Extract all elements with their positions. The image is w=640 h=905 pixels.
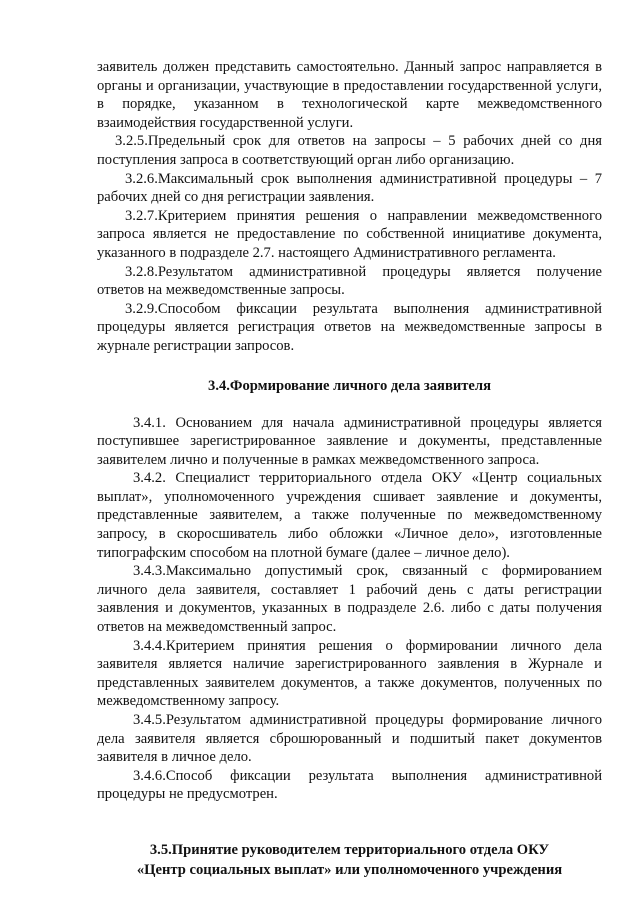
paragraph-3-2-5: 3.2.5.Предельный срок для ответов на запросы – 5 рабочих дней со дня поступления запроса в соответствующий орган либо организацию. (97, 133, 602, 168)
paragraph-3-4-4: 3.4.4.Критерием принятия решения о формировании личного дела заявителя является наличие зарегистрированного заявления в Журнале и представленных заявителем документов, а также документов, полученных по межведомственному запросу. (97, 637, 602, 710)
paragraph-3-2-6: 3.2.6.Максимальный срок выполнения административной процедуры – 7 рабочих дней со дня регистрации заявления. (97, 170, 602, 206)
paragraph-3-4-1: 3.4.1. Основанием для начала административной процедуры является поступившее зарегистрированное заявление и документы, представленные заявителем лично и полученные в рамках межведомственного запроса. (97, 414, 602, 468)
section-heading-3-4: 3.4.Формирование личного дела заявителя (208, 377, 491, 394)
paragraph-3-2-9: 3.2.9.Способом фиксации результата выполнения административной процедуры является регистрация ответов на межведомственные запросы в журнале регистрации запросов. (97, 300, 602, 354)
paragraph-3-2-7: 3.2.7.Критерием принятия решения о направлении межведомственного запроса является не предоставление по собственной инициативе документа, указанного в подразделе 2.7. настоящего Административного регламента. (97, 207, 602, 261)
paragraph-3-4-3: 3.4.3.Максимально допустимый срок, связанный с формированием личного дела заявителя, составляет 1 рабочий день с даты регистрации заявления и документов, указанных в подразделе 2.6. либо с даты получения ответов на межведомственный запрос. (97, 563, 602, 636)
paragraph-3-4-6: 3.4.6.Способ фиксации результата выполнения административной процедуры не предусмотрен. (97, 767, 602, 803)
section-heading-3-5-line1: 3.5.Принятие руководителем территориального отдела ОКУ (149, 841, 550, 858)
paragraph-intro: заявитель должен представить самостоятельно. Данный запрос направляется в органы и организации, участвующие в предоставлении государственной услуги, в порядке, указанном в технологической карте межведомственного взаимодействия государственной услуги. (97, 59, 602, 131)
paragraph-3-2-8: 3.2.8.Результатом административной процедуры является получение ответов на межведомственные запросы. (97, 263, 602, 299)
paragraph-3-4-5: 3.4.5.Результатом административной процедуры формирование личного дела заявителя является сброшюрованный и подшитый пакет документов заявителя в личное дело. (97, 712, 602, 766)
paragraph-3-4-2: 3.4.2. Специалист территориального отдела ОКУ «Центр социальных выплат», уполномоченного учреждения сшивает заявление и документы, представленные заявителем, а также полученные по межведомственному запросу, в скоросшиватель либо обложки «Личное дело», изготовленные типографским способом на плотной бумаге (далее – личное дело). (97, 470, 602, 561)
document-page (97, 58, 602, 880)
section-heading-3-5-line2: «Центр социальных выплат» или уполномоченного учреждения (136, 861, 563, 878)
